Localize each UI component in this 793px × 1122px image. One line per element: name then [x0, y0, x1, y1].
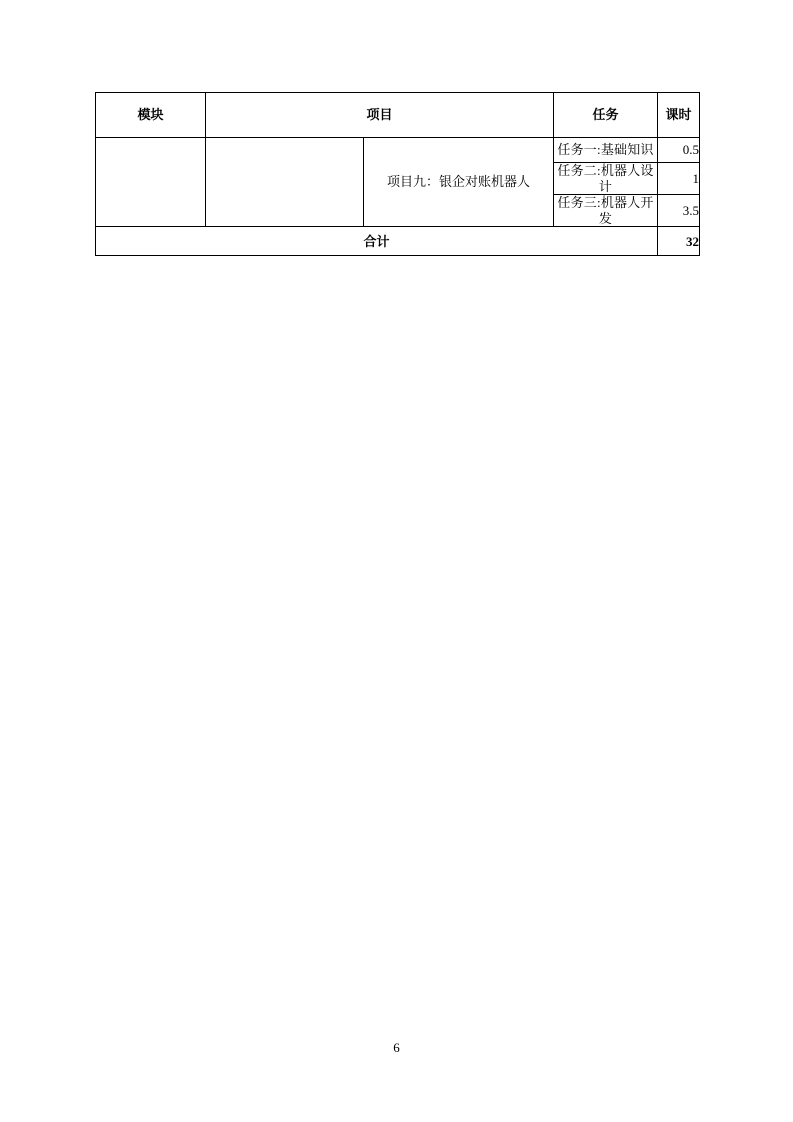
cell-hours: 1: [658, 163, 700, 195]
cell-blank: [206, 138, 364, 227]
cell-hours: 3.5: [658, 195, 700, 227]
table-total-row: [96, 227, 700, 256]
header-hours: 课时: [658, 93, 700, 138]
cell-task: 任务一:基础知识: [554, 138, 658, 163]
course-schedule-table: [95, 92, 699, 256]
header-module: 模块: [96, 93, 206, 138]
cell-task: 任务二:机器人设计: [554, 163, 658, 195]
total-label: 合计: [96, 227, 658, 256]
table-row: [96, 138, 700, 163]
header-project: 项目: [206, 93, 554, 138]
cell-task: 任务三:机器人开发: [554, 195, 658, 227]
table: [95, 92, 700, 256]
cell-module: [96, 138, 206, 227]
header-task: 任务: [554, 93, 658, 138]
total-value: 32: [658, 227, 700, 256]
page-number: 6: [393, 1040, 400, 1055]
table-header-row: [96, 93, 700, 138]
cell-hours: 0.5: [658, 138, 700, 163]
cell-project: 项目九：银企对账机器人: [364, 138, 554, 227]
